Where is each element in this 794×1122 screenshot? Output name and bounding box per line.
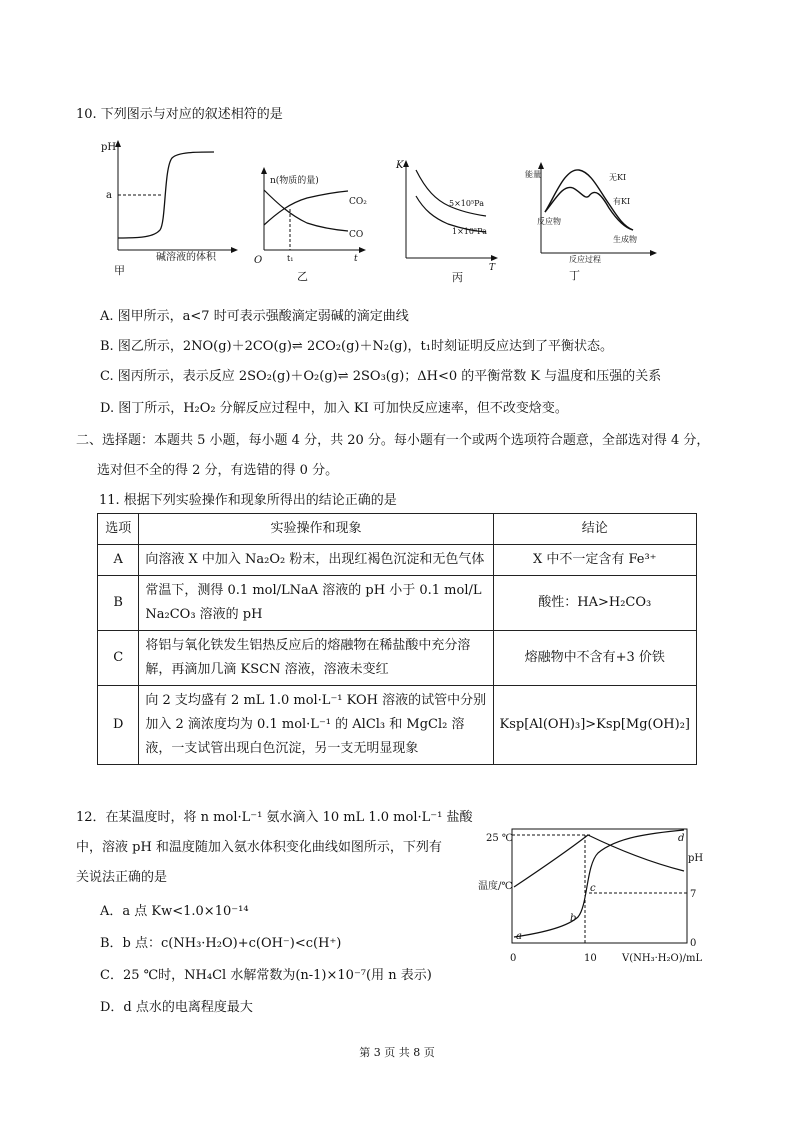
q12-stem-line2: 中，溶液 pH 和温度随加入氨水体积变化曲线如图所示，下列有 [76,840,442,855]
section2-line2: 选对但不全的得 2 分，有选错的得 0 分。 [97,463,339,478]
section2-line1: 二、选择题：本题共 5 小题，每小题 4 分，共 20 分。每小题有一个或两个选项符合题意，全部选对得 4 分， [76,433,710,448]
row-option: A [98,545,139,576]
bing-x-label: T [489,263,496,273]
row-conclusion: X 中不一定含有 Fe³⁺ [493,545,696,576]
q10-stem: 10. 下列图示与对应的叙述相符的是 [76,107,283,122]
q12-temp-mark: 25 ℃ [486,833,514,844]
table-header-row [98,514,697,545]
ding-curve1: 无KI [609,173,627,182]
ding-curve2: 有KI [613,197,631,206]
row-option: D [98,686,139,765]
q12-x10: 10 [584,953,597,964]
q12-stem-line1: 12．在某温度时，将 n mol·L⁻¹ 氨水滴入 10 mL 1.0 mol·L⁻¹ 盐酸 [76,810,473,825]
q10-option-a: A. 图甲所示，a<7 时可表示强酸滴定弱碱的滴定曲线 [100,309,409,324]
yi-curve1: CO₂ [349,197,367,207]
table-row [98,576,697,631]
row-operation: 向 2 支均盛有 2 mL 1.0 mol·L⁻¹ KOH 溶液的试管中分别加入 2 滴浓度均为 0.1 mol·L⁻¹ 的 AlCl₃ 和 MgCl₂ 溶液，一支试管出现白色沉淀，另一支无明显现象 [139,686,493,765]
q12-ph7: 7 [690,889,697,900]
row-conclusion: 酸性：HA>H₂CO₃ [493,576,696,631]
ding-product: 生成物 [613,235,637,244]
q12-option-d: D．d 点水的电离程度最大 [100,1000,253,1015]
yi-origin: O [254,255,263,266]
q12-option-c: C．25 ℃时，NH₄Cl 水解常数为(n-1)×10⁻⁷(用 n 表示) [100,968,432,983]
row-operation: 向溶液 X 中加入 Na₂O₂ 粉末，出现红褐色沉淀和无色气体 [139,545,493,576]
row-conclusion: Ksp[Al(OH)₃]>Ksp[Mg(OH)₂] [493,686,696,765]
header-operation: 实验操作和现象 [139,514,493,545]
figure-yi [252,165,372,283]
ding-x-label: 反应过程 [569,255,601,264]
jia-a-label: a [106,190,112,201]
yi-t1: t₁ [287,254,294,263]
q11-stem: 11. 根据下列实验操作和现象所得出的结论正确的是 [99,493,397,508]
ding-reactant: 反应物 [537,217,561,226]
q10-option-d: D. 图丁所示，H₂O₂ 分解反应过程中，加入 KI 可加快反应速率，但不改变焓变。 [100,401,568,416]
table-row [98,545,697,576]
yi-y-label: n(物质的量) [270,176,319,186]
q10-option-b: B. 图乙所示，2NO(g)＋2CO(g)⇌ 2CO₂(g)＋N₂(g)，t₁时刻证明反应达到了平衡状态。 [100,339,613,354]
header-conclusion: 结论 [493,514,696,545]
yi-curve2: CO [349,230,364,240]
row-option: C [98,631,139,686]
table-row [98,686,697,765]
bing-y-label: K [396,160,404,171]
row-option: B [98,576,139,631]
q12-figure [472,825,732,975]
ding-y-label: 能量 [525,170,541,179]
figure-jia [96,138,241,278]
row-operation: 常温下，测得 0.1 mol/LNaA 溶液的 pH 小于 0.1 mol/L Na₂CO₃ 溶液的 pH [139,576,493,631]
jia-x-label: 碱溶液的体积 [156,252,216,263]
q12-right-axis: pH [688,853,704,864]
q12-stem-line3: 关说法正确的是 [76,870,168,885]
q12-x0: 0 [510,953,517,964]
q12-ph0: 0 [690,938,697,949]
q12-left-axis: 温度/℃ [478,881,513,892]
jia-caption: 甲 [114,264,125,277]
yi-t: t [354,254,358,264]
yi-caption: 乙 [297,270,308,283]
ding-caption: 丁 [569,269,580,282]
bing-caption: 丙 [452,271,463,284]
figure-bing [394,156,504,286]
q11-table [97,513,697,765]
page-footer: 第 3 页 共 8 页 [359,1046,435,1059]
q12-point-c: c [590,883,596,894]
row-operation: 将铝与氧化铁发生铝热反应后的熔融物在稀盐酸中充分溶解，再滴加几滴 KSCN 溶液，溶液未变红 [139,631,493,686]
q12-x-label: V(NH₃·H₂O)/mL [622,953,703,964]
bing-curve2: 1×10⁵Pa [452,227,487,236]
bing-curve1: 5×10⁵Pa [449,199,484,208]
q12-point-b: b [570,913,577,924]
q12-point-d: d [678,833,685,844]
q12-point-a: a [516,931,522,942]
q12-option-b: B．b 点：c(NH₃·H₂O)+c(OH⁻)<c(H⁺) [100,936,342,951]
row-conclusion: 熔融物中不含有+3 价铁 [493,631,696,686]
table-row [98,631,697,686]
jia-y-label: pH [101,142,117,153]
header-option: 选项 [98,514,139,545]
q10-option-c: C. 图丙所示，表示反应 2SO₂(g)＋O₂(g)⇌ 2SO₃(g)；ΔH<0 的平衡常数 K 与温度和压强的关系 [100,369,662,384]
q12-option-a: A．a 点 Kw<1.0×10⁻¹⁴ [100,904,249,919]
figure-ding [525,160,665,282]
